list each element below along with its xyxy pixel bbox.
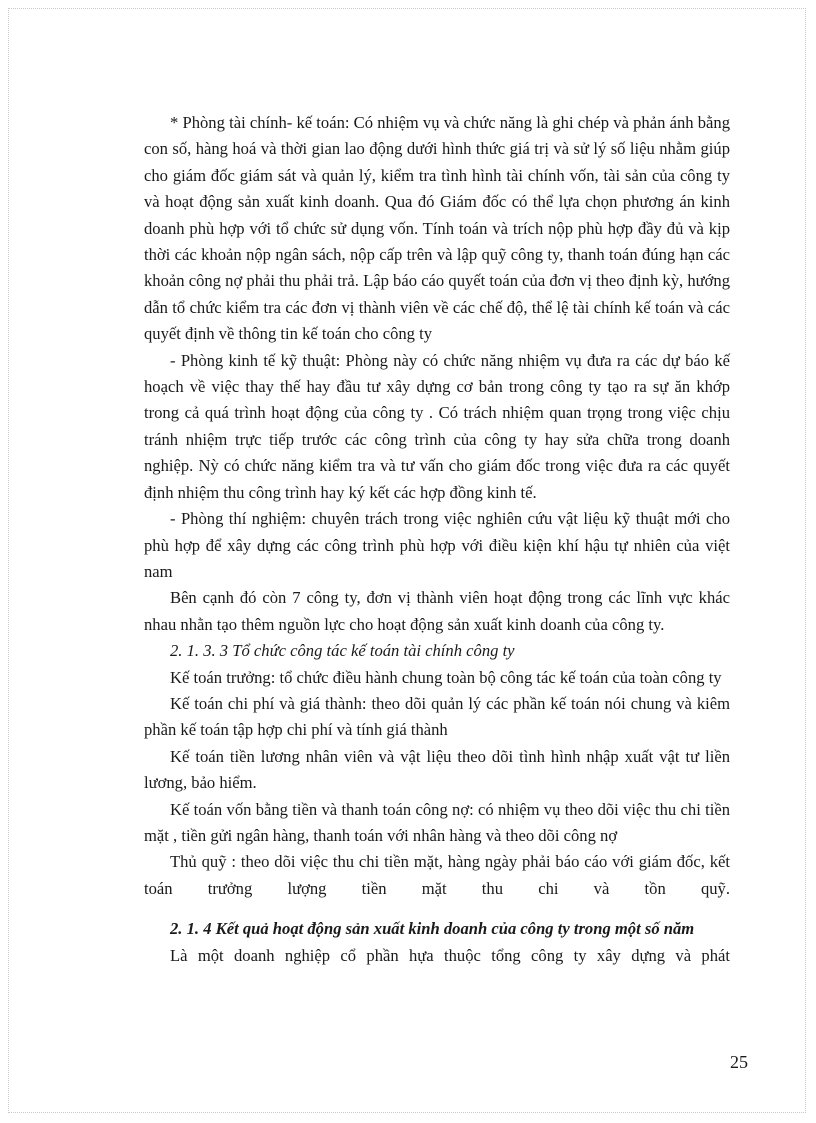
- paragraph-member-companies: Bên cạnh đó còn 7 công ty, đơn vị thành viên hoạt động trong các lĩnh vực khác nhau nhằn tạo thêm nguồn lực cho hoạt động sản xuất kinh doanh của công ty.: [144, 588, 730, 634]
- section-heading-business-results: 2. 1. 4 Kết quả hoạt động sản xuất kinh doanh của công ty trong một số năm: [170, 919, 695, 939]
- paragraph-economic-technical-dept: - Phòng kinh tế kỹ thuật: Phòng này có chức năng nhiệm vụ đưa ra các dự báo kế hoạch về việc thay thế hay đầu tư xây dựng cơ bản trong công ty tạo ra sự ăn khớp trong cả quá trình hoạt động của công ty . Có trách nhiệm quan trọng trong việc chịu tránh nhiệm trực tiếp trước các công trình của công ty hay sửa chữa trong doanh nghiệp. Nỳ có chức năng kiểm tra và tư vấn cho giám đốc trong việc đưa ra các quyết định nhiệm thu công trình hay ký kết các hợp đồng kinh tế.: [144, 350, 730, 502]
- page-content: [144, 110, 730, 969]
- role-cost-accountant: Kế toán chi phí và giá thành: theo dõi quản lý các phần kế toán nói chung và kiêm phần kế toán tập hợp chi phí và tính giá thành: [144, 693, 730, 740]
- section-heading-accounting-organization: 2. 1. 3. 3 Tổ chức công tác kế toán tài chính công ty: [170, 641, 515, 661]
- paragraph-closing: Là một doanh nghiệp cổ phần hựa thuộc tổng công ty xây dựng và phát: [170, 945, 730, 965]
- role-treasurer: Thủ quỹ : theo dõi việc thu chi tiền mặt, hàng ngày phải báo cáo với giám đốc, kết toán trưởng lượng tiền mặt thu chi và tồn quỹ.: [144, 852, 730, 898]
- role-payroll-materials-accountant: Kế toán tiền lương nhân viên và vật liệu theo dõi tình hình nhập xuất vật tư liền lương, bảo hiểm.: [144, 746, 730, 793]
- role-cash-debt-accountant: Kế toán vốn bằng tiền và thanh toán công nợ: có nhiệm vụ theo dõi việc thu chi tiền mặt , tiền gửi ngân hàng, thanh toán với nhân hàng và theo dõi công nợ: [144, 799, 730, 845]
- paragraph-laboratory-dept: - Phòng thí nghiệm: chuyên trách trong việc nghiên cứu vật liệu kỹ thuật mới cho phù hợp để xây dựng các công trình phù hợp với điều kiện khí hậu tự nhiên của việt nam: [144, 509, 730, 581]
- page-number: 25: [730, 1052, 748, 1072]
- role-chief-accountant: Kế toán trưởng: tổ chức điều hành chung toàn bộ công tác kế toán của toàn công ty: [170, 667, 722, 687]
- paragraph-finance-accounting-dept: * Phòng tài chính- kế toán: Có nhiệm vụ và chức năng là ghi chép và phản ánh bằng con số, hàng hoá và thời gian lao động dưới hình thức giá trị và sử lý số liệu nhằm giúp cho giám đốc giám sát và quản lý, kiểm tra tình hình tài chính vốn, tài sản của công ty và hoạt động sản xuất kinh doanh. Qua đó Giám đốc có thể lựa chọn phương án kinh doanh phù hợp với tổ chức sử dụng vốn. Tính toán và trích nộp phù hợp đầy đủ và kịp thời các khoản nộp ngân sách, nộp cấp trên và lập quỹ công ty, thanh toán đúng hạn các khoản công nợ phải thu phải trả. Lập báo cáo quyết toán của đơn vị theo định kỳ, hướng dẫn tổ chức kiểm tra các đơn vị thành viên về các chế độ, thể lệ tài chính kế toán và các quyết định về thông tin kế toán cho công ty: [144, 113, 730, 344]
